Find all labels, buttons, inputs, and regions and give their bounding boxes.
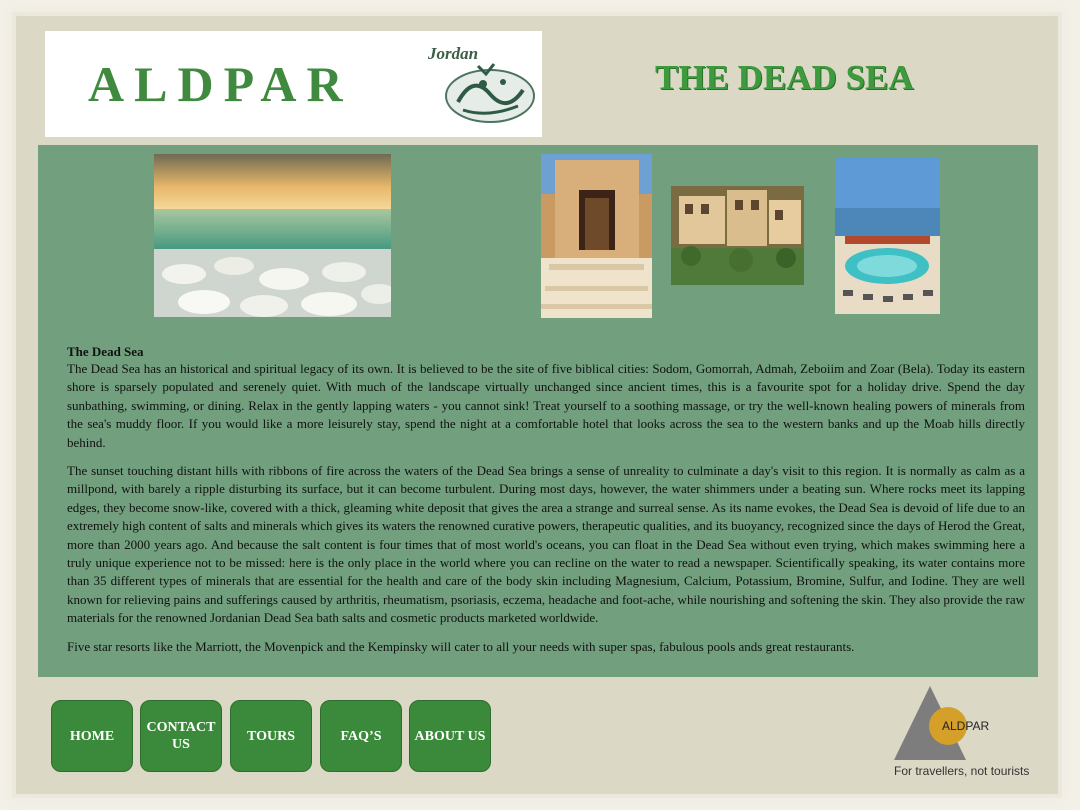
- faqs-button-label: FAQ’S: [340, 728, 382, 744]
- content-panel: [38, 145, 1038, 677]
- resort-pool-photo: [835, 158, 940, 314]
- resort-buildings-photo: [671, 186, 804, 285]
- article-paragraph: The sunset touching distant hills with ribbons of fire across the waters of the Dead Sea brings a sense of unreality to culminate a day's visit to this region. It is normally as calm as a millpond, with barely a ripple disturbing its surface, but it can become turbulent. During most days, however, the water shimmers under a beating sun. Where rocks meet its lapping edges, they become snow-like, covered with a thick, gleaming white deposit that gives the area a strange and surreal sense. As its name evokes, the Dead Sea is devoid of life due to an extremely high content of salts and minerals which gives its waters the renowned curative powers, therapeutic qualities, and its buoyancy, recognized since the days of Herod the Great, more than 2000 years ago. And because the salt content is four times that of most world's oceans, you can float in the Dead Sea without even trying, which makes swimming here a truly unique experience not to be missed: here is the only place in the world where you can recline on the water to read a newspaper. Scientifically speaking, its water contains more than 35 different types of minerals that are essential for the health and care of the body skin including Magnesium, Calcium, Potassium, Bromine, Sulfur, and Iodine. They are well known for relieving pains and sufferings caused by arthritis, rheumatism, psoriasis, eczema, headache and foot-ache, while nourishing and softening the skin. They also provide the raw materials for the renowned Jordanian Dead Sea bath salts and cosmetic products marketed worldwide.: [67, 463, 1026, 626]
- contact-us-button-label: [147, 719, 216, 753]
- about-us-button-label: ABOUT US: [414, 728, 486, 744]
- page-title: THE DEAD SEA: [655, 58, 914, 97]
- home-button-label: HOME: [69, 728, 115, 744]
- brand-name: ALDPAR: [88, 56, 353, 112]
- article: [67, 344, 1025, 666]
- contact-label-line1: CONTACT: [146, 720, 216, 735]
- about-us-button[interactable]: [409, 700, 491, 772]
- contact-label-line2: US: [172, 737, 190, 752]
- tours-button[interactable]: [230, 700, 312, 772]
- triangle-sun-logo-icon: [890, 684, 1050, 764]
- dead-sea-salt-shore-photo: [154, 154, 391, 317]
- jordan-logo: [428, 44, 538, 126]
- article-paragraph: The Dead Sea has an historical and spiritual legacy of its own. It is believed to be the site of five biblical cities: Sodom, Gomorrah, Admah, Zeboiim and Zoar (Bela). Today its eastern shore is sparsely populated and serenely quiet. With much of the landscape virtually unchanged since ancient times, this is a favourite spot for a holiday drive. Spend the day sunbathing, swimming, or dining. Relax in the gently lapping waters - you cannot sink! Treat yourself to a soothing massage, or try the well-known healing powers of minerals from the sea's muddy floor. If you would like a more leisurely stay, spend the night at a comfortable hotel that looks across the sea to the western banks and up the Moab hills directly behind.: [67, 361, 1025, 450]
- article-paragraph: Five star resorts like the Marriott, the Movenpick and the Kempinsky will cater to all your needs with super spas, fabulous pools ands great restaurants.: [67, 638, 855, 654]
- tagline: For travellers, not tourists: [894, 764, 1030, 778]
- footer-logo-text: ALDPAR: [942, 719, 990, 733]
- resort-entrance-photo: [541, 154, 652, 318]
- tours-button-label: TOURS: [247, 728, 295, 744]
- logo-text: Jordan: [428, 44, 479, 63]
- faqs-button[interactable]: [320, 700, 402, 772]
- home-button[interactable]: [51, 700, 133, 772]
- contact-us-button[interactable]: [140, 700, 222, 772]
- article-heading: The Dead Sea: [67, 344, 144, 359]
